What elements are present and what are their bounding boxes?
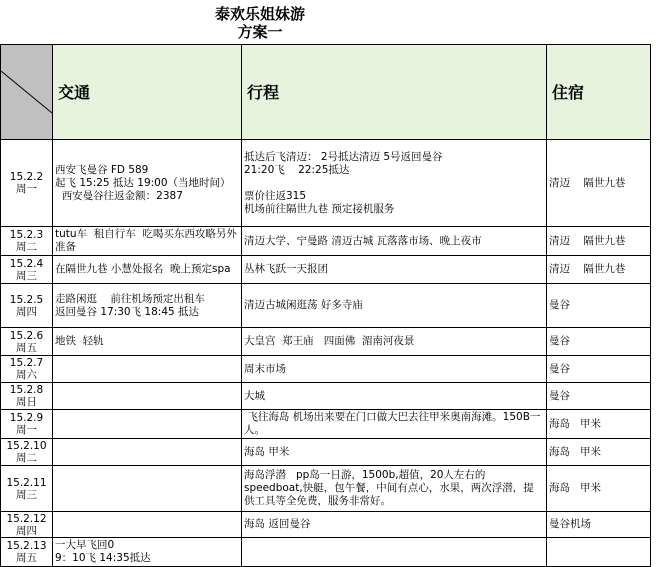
header-lodging: 住宿 xyxy=(547,45,651,140)
lodging-text: 曼谷 xyxy=(549,362,570,375)
lodging-text: 曼谷机场 xyxy=(549,518,591,530)
date-cell[interactable] xyxy=(1,140,53,227)
date-text: 15.2.5 xyxy=(9,293,44,306)
weekday-text: 周三 xyxy=(16,488,37,501)
table-row xyxy=(1,383,651,410)
weekday-text: 周二 xyxy=(16,241,37,253)
table-row xyxy=(1,284,651,328)
transport-cell[interactable] xyxy=(53,356,242,383)
lodging-text: 海岛 甲米 xyxy=(549,417,602,430)
lodging-cell[interactable] xyxy=(547,227,651,256)
itinerary-text: 清迈大学、宁曼路 清迈古城 瓦落落市场、晚上夜市 xyxy=(244,234,482,247)
transport-cell[interactable] xyxy=(53,284,242,328)
itinerary-text: 海岛 甲米 xyxy=(244,445,290,458)
itinerary-cell[interactable] xyxy=(242,512,547,538)
weekday-text: 周四 xyxy=(16,524,37,537)
header-row xyxy=(1,45,651,140)
lodging-text: 清迈 隔世九巷 xyxy=(549,176,626,189)
transport-cell[interactable] xyxy=(53,328,242,356)
transport-cell[interactable] xyxy=(53,383,242,410)
table-row xyxy=(1,410,651,439)
transport-text: 在隔世九巷 小慧处报名 晚上预定spa xyxy=(55,263,231,275)
diagonal-line-icon xyxy=(1,71,52,113)
date-cell[interactable] xyxy=(1,512,53,538)
itinerary-cell[interactable] xyxy=(242,439,547,466)
lodging-cell[interactable] xyxy=(547,356,651,383)
itinerary-cell[interactable] xyxy=(242,538,547,567)
date-text: 15.2.11 xyxy=(6,476,47,489)
itinerary-table xyxy=(0,44,651,567)
itinerary-text: 海岛 返回曼谷 xyxy=(244,518,311,530)
transport-cell[interactable] xyxy=(53,512,242,538)
lodging-cell[interactable] xyxy=(547,410,651,439)
transport-cell[interactable] xyxy=(53,227,242,256)
date-text: 15.2.9 xyxy=(9,412,44,424)
header-transport: 交通 xyxy=(53,45,242,140)
table-row xyxy=(1,356,651,383)
table-row xyxy=(1,538,651,567)
lodging-cell[interactable] xyxy=(547,284,651,328)
lodging-text: 清迈 隔世九巷 xyxy=(549,234,626,247)
itinerary-cell[interactable] xyxy=(242,328,547,356)
date-text: 15.2.7 xyxy=(9,357,44,369)
header-itinerary: 行程 xyxy=(242,45,547,140)
lodging-cell[interactable] xyxy=(547,538,651,567)
itinerary-text: 大皇宫 郑王庙 四面佛 湄南河夜景 xyxy=(244,335,415,347)
transport-cell[interactable] xyxy=(53,140,242,227)
transport-text: tutu车 租自行车 吃喝买东西攻略另外准备 xyxy=(55,228,237,253)
itinerary-cell[interactable] xyxy=(242,227,547,256)
itinerary-cell[interactable] xyxy=(242,284,547,328)
table-row xyxy=(1,256,651,284)
lodging-cell[interactable] xyxy=(547,466,651,512)
date-cell[interactable] xyxy=(1,328,53,356)
itinerary-cell[interactable] xyxy=(242,466,547,512)
date-text: 15.2.8 xyxy=(9,384,44,396)
lodging-text: 曼谷 xyxy=(549,335,570,347)
transport-text: 地铁 轻轨 xyxy=(55,335,104,347)
page-title: 泰欢乐姐妹游 xyxy=(214,5,305,23)
date-cell[interactable] xyxy=(1,439,53,466)
weekday-text: 周日 xyxy=(16,396,37,408)
itinerary-text: 海岛浮潜 pp岛一日游，1500b,超值，20人左右的speedboat,快艇，包午餐，中间有点心，水果，两次浮潜，提供工具等全免费，服务非常好。 xyxy=(244,469,534,507)
transport-cell[interactable] xyxy=(53,466,242,512)
lodging-text: 海岛 甲米 xyxy=(549,445,602,458)
date-text: 15.2.6 xyxy=(9,329,44,342)
weekday-text: 周一 xyxy=(16,424,37,436)
table-row xyxy=(1,328,651,356)
table-row xyxy=(1,512,651,538)
transport-cell[interactable] xyxy=(53,256,242,284)
itinerary-text: 周末市场 xyxy=(244,362,286,375)
date-cell[interactable] xyxy=(1,284,53,328)
transport-cell[interactable] xyxy=(53,538,242,567)
weekday-text: 周三 xyxy=(16,269,37,282)
itinerary-cell[interactable] xyxy=(242,256,547,284)
table-row xyxy=(1,439,651,466)
date-text: 15.2.2 xyxy=(9,171,44,183)
lodging-text: 曼谷 xyxy=(549,299,570,311)
itinerary-cell[interactable] xyxy=(242,140,547,227)
lodging-cell[interactable] xyxy=(547,140,651,227)
itinerary-text: 大城 xyxy=(244,389,265,402)
date-text: 15.2.4 xyxy=(9,257,44,270)
lodging-text: 曼谷 xyxy=(549,389,570,402)
weekday-text: 周五 xyxy=(16,552,37,564)
date-text: 15.2.10 xyxy=(6,440,47,452)
date-cell[interactable] xyxy=(1,383,53,410)
date-cell[interactable] xyxy=(1,538,53,567)
weekday-text: 周四 xyxy=(16,305,37,318)
date-cell[interactable] xyxy=(1,410,53,439)
transport-text: 西安飞曼谷 FD 589 起飞 15:25 抵达 19:00（当地时间） 西安曼谷往返金额：2387 xyxy=(55,163,231,202)
date-text: 15.2.3 xyxy=(9,229,44,241)
lodging-cell[interactable] xyxy=(547,256,651,284)
itinerary-cell[interactable] xyxy=(242,383,547,410)
table-row xyxy=(1,466,651,512)
itinerary-text: 飞往海岛 机场出来要在门口做大巴去往甲米奥南海滩。150B一人。 xyxy=(244,411,541,436)
weekday-text: 周二 xyxy=(16,452,37,464)
transport-cell[interactable] xyxy=(53,410,242,439)
lodging-text: 清迈 隔世九巷 xyxy=(549,263,626,275)
date-cell[interactable] xyxy=(1,227,53,256)
header-corner-cell xyxy=(1,45,53,140)
date-cell[interactable] xyxy=(1,466,53,512)
itinerary-text: 丛林飞跃一天报团 xyxy=(244,263,328,275)
itinerary-text: 抵达后飞清迈： 2号抵达清迈 5号返回曼谷 21:20飞 22:25抵达 票价往返315 机场前往隔世九巷 预定接机服务 xyxy=(244,150,443,215)
date-cell[interactable] xyxy=(1,256,53,284)
weekday-text: 周五 xyxy=(16,341,37,354)
transport-cell[interactable] xyxy=(53,439,242,466)
lodging-cell[interactable] xyxy=(547,328,651,356)
table-row xyxy=(1,227,651,256)
page-subtitle: 方案一 xyxy=(237,23,283,41)
lodging-cell[interactable] xyxy=(547,383,651,410)
date-cell[interactable] xyxy=(1,356,53,383)
lodging-cell[interactable] xyxy=(547,512,651,538)
date-text: 15.2.12 xyxy=(6,512,47,525)
transport-text: 走路闲逛 前往机场预定出租车 返回曼谷 17:30飞 18:45 抵达 xyxy=(55,292,205,318)
itinerary-cell[interactable] xyxy=(242,410,547,439)
itinerary-cell[interactable] xyxy=(242,356,547,383)
date-text: 15.2.13 xyxy=(6,540,47,552)
itinerary-text: 清迈古城闲逛荡 好多寺庙 xyxy=(244,299,363,311)
transport-text: 一大早飞回0 9：10飞 14:35抵达 xyxy=(55,539,151,564)
table-row xyxy=(1,140,651,227)
lodging-text: 海岛 甲米 xyxy=(549,482,602,494)
lodging-cell[interactable] xyxy=(547,439,651,466)
weekday-text: 周一 xyxy=(16,183,37,195)
weekday-text: 周六 xyxy=(16,369,37,381)
